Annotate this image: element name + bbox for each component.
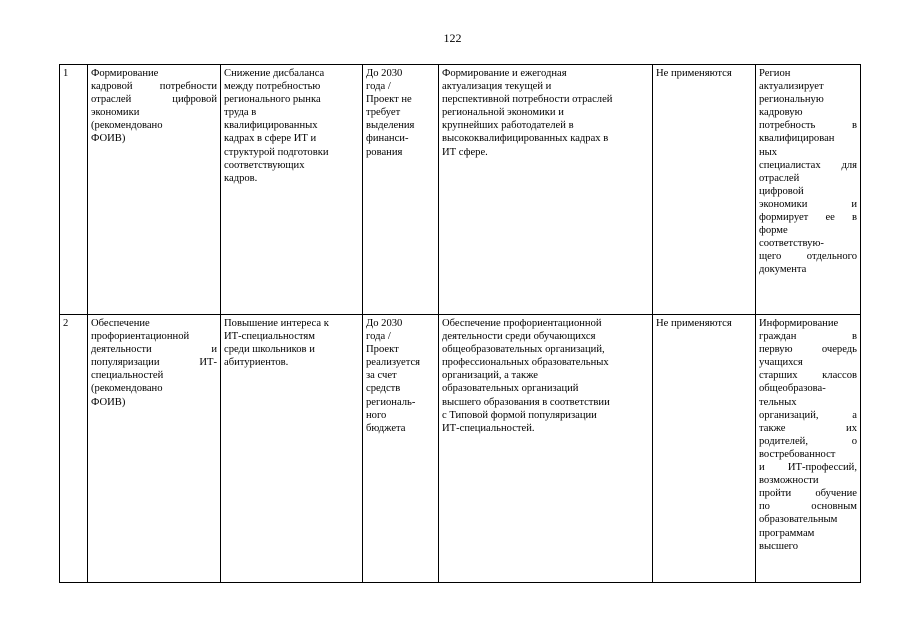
result-text: Регион актуализирует региональную кадровую потребность в квалифицирован ных специалистах для отраслей цифровой экономики и формирует ее в форме соответствую- щего отдельного документа	[759, 68, 857, 276]
term-cell	[363, 65, 439, 315]
goal-cell	[221, 315, 363, 583]
applicability-text: Не применяются	[656, 318, 732, 329]
measure-cell	[88, 315, 221, 583]
row-number-cell	[60, 315, 88, 583]
row-number: 1	[63, 68, 69, 79]
term-cell	[363, 315, 439, 583]
table-row	[60, 65, 861, 315]
result-text: Информирование граждан в первую очередь учащихся старших классов общеобразова- тельных организаций, а также их родителей, о востребованност и ИТ-профессий, возможности пройти обучение по основным образовательным программам высшего	[759, 318, 857, 552]
result-cell	[756, 65, 861, 315]
goal-text: Повышение интереса к ИТ-специальностям среди школьников и абитуриентов.	[224, 318, 329, 369]
measure-cell	[88, 65, 221, 315]
description-cell	[439, 65, 653, 315]
applicability-text: Не применяются	[656, 68, 732, 79]
applicability-cell	[653, 65, 756, 315]
measure-text: Обеспечение профориентационной деятельности и популяризации ИТ- специальностей (рекомендовано ФОИВ)	[91, 318, 217, 408]
term-text: До 2030 года / Проект не требует выделения финанси- рования	[366, 68, 415, 158]
term-text: До 2030 года / Проект реализуется за счет средств региональ- ного бюджета	[366, 318, 421, 434]
row-number: 2	[63, 318, 69, 329]
description-text: Обеспечение профориентационной деятельности среди обучающихся общеобразовательных организаций, профессиональных образовательных организаций, а также образовательных организаций высшего образования в соответствии с Типовой формой популяризации ИТ-специальностей.	[442, 318, 610, 434]
goal-text: Снижение дисбаланса между потребностью регионального рынка труда в квалифицированных кадрах в сфере ИТ и структурой подготовки соответствующих кадров.	[224, 68, 329, 184]
measure-text: Формирование кадровой потребности отраслей цифровой экономики (рекомендовано ФОИВ)	[91, 68, 217, 145]
measures-table	[59, 64, 861, 583]
goal-cell	[221, 65, 363, 315]
applicability-cell	[653, 315, 756, 583]
description-cell	[439, 315, 653, 583]
table-row	[60, 315, 861, 583]
page-number: 122	[443, 31, 462, 45]
row-number-cell	[60, 65, 88, 315]
result-cell	[756, 315, 861, 583]
description-text: Формирование и ежегодная актуализация текущей и перспективной потребности отраслей региональной экономики и крупнейших работодателей в высококвалифицированных кадрах в ИТ сфере.	[442, 68, 613, 158]
